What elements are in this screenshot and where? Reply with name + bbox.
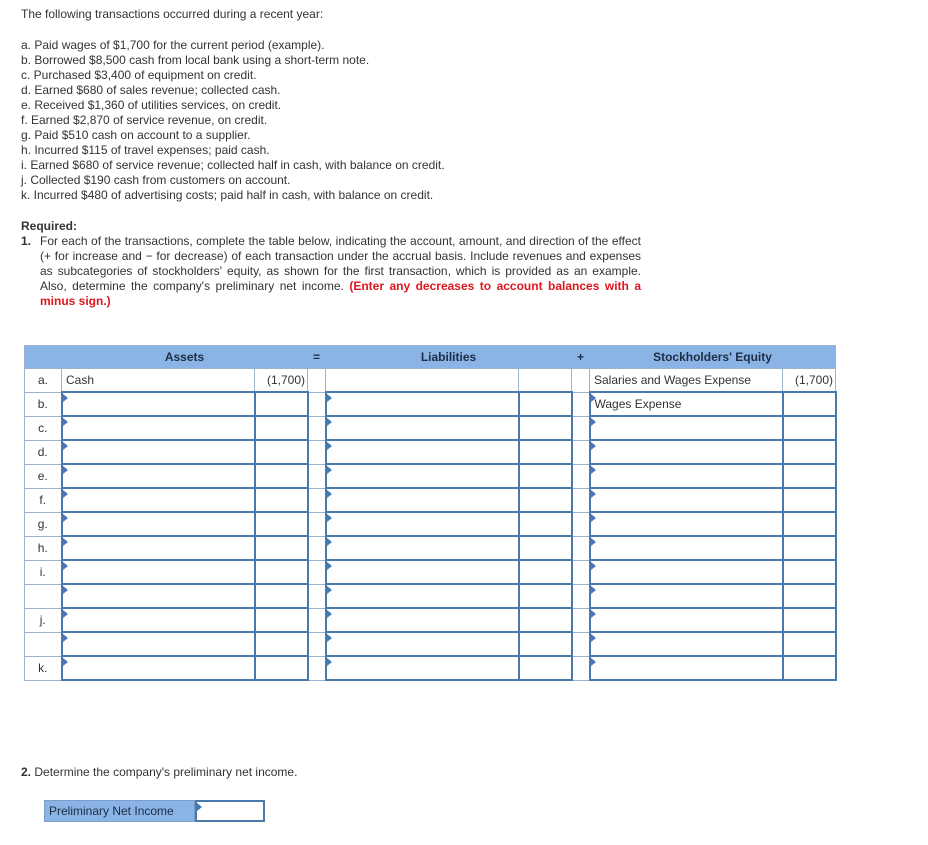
asset-amount-input[interactable]: [255, 632, 308, 656]
equals-spacer: [308, 488, 326, 512]
row-letter: c.: [25, 416, 62, 440]
transaction-k: k. Incurred $480 of advertising costs; paid half in cash, with balance on credit.: [21, 188, 434, 202]
accounting-equation-table: [24, 345, 837, 681]
equals-spacer: [308, 512, 326, 536]
equity-account-input[interactable]: [590, 560, 783, 584]
plus-spacer: [572, 440, 590, 464]
table-row-a: [25, 369, 836, 393]
asset-amount-input[interactable]: [255, 392, 308, 416]
asset-amount-input[interactable]: [255, 536, 308, 560]
table-row-j-2: [25, 632, 836, 656]
equals-spacer: [308, 560, 326, 584]
equity-account-input[interactable]: [590, 656, 783, 680]
equity-account-input[interactable]: [590, 584, 783, 608]
liability-account-input[interactable]: [326, 656, 519, 680]
row-letter: h.: [25, 536, 62, 560]
table-row-h: [25, 536, 836, 560]
equity-amount-input[interactable]: [783, 416, 836, 440]
net-income-label: Preliminary Net Income: [44, 800, 195, 822]
equity-account-input[interactable]: [590, 464, 783, 488]
liability-account-cell: [326, 369, 519, 393]
liability-amount-input[interactable]: [519, 656, 572, 680]
asset-amount-input[interactable]: [255, 512, 308, 536]
equity-account-input[interactable]: [590, 536, 783, 560]
table-row-i: [25, 560, 836, 584]
equity-amount-input[interactable]: [783, 392, 836, 416]
transaction-j: j. Collected $190 cash from customers on account.: [21, 173, 291, 187]
equity-amount-input[interactable]: [783, 488, 836, 512]
table-header-row: [25, 346, 836, 369]
asset-amount-text: (1,700): [266, 373, 305, 387]
table-row-k: [25, 656, 836, 680]
transaction-list: [21, 38, 445, 203]
plus-spacer: [572, 584, 590, 608]
asset-amount-cell: [255, 369, 308, 393]
liability-amount-input[interactable]: [519, 584, 572, 608]
equals-spacer: [308, 536, 326, 560]
liability-amount-input[interactable]: [519, 416, 572, 440]
asset-amount-input[interactable]: [255, 416, 308, 440]
header-assets: Assets: [62, 346, 308, 369]
liability-account-input[interactable]: [326, 536, 519, 560]
asset-amount-input[interactable]: [255, 608, 308, 632]
required-title: Required:: [21, 219, 78, 233]
row-letter: f.: [25, 488, 62, 512]
transaction-c: c. Purchased $3,400 of equipment on credit.: [21, 68, 257, 82]
transaction-a: a. Paid wages of $1,700 for the current period (example).: [21, 38, 325, 52]
plus-spacer: [572, 512, 590, 536]
equity-account-input[interactable]: [590, 440, 783, 464]
question-2-number: 2.: [21, 765, 32, 779]
equity-account-value: Wages Expense: [594, 397, 682, 411]
row-letter-blank: [25, 632, 62, 656]
row-letter: i.: [25, 560, 62, 584]
asset-amount-input[interactable]: [255, 656, 308, 680]
equals-spacer: [308, 369, 326, 393]
asset-account-input[interactable]: [62, 608, 255, 632]
liability-amount-input[interactable]: [519, 632, 572, 656]
equals-spacer: [308, 608, 326, 632]
header-equity: Stockholders' Equity: [590, 346, 836, 369]
table-row-j: [25, 608, 836, 632]
asset-amount-input[interactable]: [255, 440, 308, 464]
liability-account-input[interactable]: [326, 584, 519, 608]
equity-amount-input[interactable]: [783, 656, 836, 680]
liability-amount-input[interactable]: [519, 464, 572, 488]
asset-account-input[interactable]: [62, 536, 255, 560]
plus-spacer: [572, 369, 590, 393]
liability-amount-input[interactable]: [519, 560, 572, 584]
asset-account-cell: [62, 369, 255, 393]
equity-amount-input[interactable]: [783, 536, 836, 560]
asset-account-input[interactable]: [62, 512, 255, 536]
question-1-note: (Enter any decreases to account balances with a minus sign.): [40, 279, 641, 308]
asset-account-input[interactable]: [62, 656, 255, 680]
liability-account-input[interactable]: [326, 512, 519, 536]
equity-amount-text: (1,700): [794, 373, 833, 387]
liability-account-input[interactable]: [326, 440, 519, 464]
asset-amount-input[interactable]: [255, 584, 308, 608]
asset-account-input[interactable]: [62, 464, 255, 488]
equity-account-input[interactable]: [590, 416, 783, 440]
question-2-text: Determine the company's preliminary net income.: [34, 765, 298, 779]
equity-amount-input[interactable]: [783, 512, 836, 536]
table-row-g: [25, 512, 836, 536]
row-letter: b.: [25, 392, 62, 416]
plus-spacer: [572, 632, 590, 656]
transaction-h: h. Incurred $115 of travel expenses; paid cash.: [21, 143, 270, 157]
liability-account-input[interactable]: [326, 464, 519, 488]
equity-amount-input[interactable]: [783, 608, 836, 632]
equity-account-input[interactable]: [590, 608, 783, 632]
liability-account-input[interactable]: [326, 392, 519, 416]
asset-account-input[interactable]: [62, 416, 255, 440]
row-letter: k.: [25, 656, 62, 680]
header-plus: +: [572, 346, 590, 369]
row-letter-blank: [25, 584, 62, 608]
asset-amount-input[interactable]: [255, 464, 308, 488]
transaction-f: f. Earned $2,870 of service revenue, on credit.: [21, 113, 268, 127]
question-1-text: [40, 234, 641, 309]
equity-amount-input[interactable]: [783, 464, 836, 488]
equity-account-input[interactable]: [590, 392, 783, 416]
header-liabilities: Liabilities: [326, 346, 572, 369]
row-letter: j.: [25, 608, 62, 632]
intro-text: The following transactions occurred during a recent year:: [21, 7, 324, 21]
plus-spacer: [572, 656, 590, 680]
transaction-g: g. Paid $510 cash on account to a supplier.: [21, 128, 251, 142]
question-2: [21, 765, 297, 779]
equals-spacer: [308, 392, 326, 416]
asset-account-input[interactable]: [62, 632, 255, 656]
equals-spacer: [308, 416, 326, 440]
transaction-i: i. Earned $680 of service revenue; collected half in cash, with balance on credit.: [21, 158, 445, 172]
plus-spacer: [572, 488, 590, 512]
row-letter: g.: [25, 512, 62, 536]
asset-account-input[interactable]: [62, 488, 255, 512]
table-row-i-2: [25, 584, 836, 608]
table-row-b: [25, 392, 836, 416]
equity-amount-cell: [783, 369, 836, 393]
plus-spacer: [572, 536, 590, 560]
question-1-body: For each of the transactions, complete the table below, indicating the account, amount, and direction of the effect (+ for increase and − for decrease) of each transaction under the accrual basis. Include revenues and expenses as subcategories of stockholders' equity, as shown for the first transaction, which is provided as an example. Also, determine the company's preliminary net income.: [40, 234, 641, 293]
asset-amount-input[interactable]: [255, 560, 308, 584]
liability-amount-input[interactable]: [519, 608, 572, 632]
liability-account-input[interactable]: [326, 608, 519, 632]
equity-amount-input[interactable]: [783, 560, 836, 584]
asset-account-input[interactable]: [62, 584, 255, 608]
liability-amount-input[interactable]: [519, 440, 572, 464]
asset-amount-input[interactable]: [255, 488, 308, 512]
row-letter: d.: [25, 440, 62, 464]
equity-account-text: Salaries and Wages Expense: [594, 373, 751, 387]
header-equals: =: [308, 346, 326, 369]
liability-account-input[interactable]: [326, 560, 519, 584]
equity-account-input[interactable]: [590, 512, 783, 536]
plus-spacer: [572, 464, 590, 488]
liability-amount-input[interactable]: [519, 488, 572, 512]
asset-account-input[interactable]: [62, 560, 255, 584]
transaction-b: b. Borrowed $8,500 cash from local bank using a short-term note.: [21, 53, 370, 67]
table-row-d: [25, 440, 836, 464]
equity-amount-input[interactable]: [783, 584, 836, 608]
table-row-c: [25, 416, 836, 440]
header-blank: [25, 346, 62, 369]
equity-account-input[interactable]: [590, 632, 783, 656]
transaction-e: e. Received $1,360 of utilities services, on credit.: [21, 98, 282, 112]
plus-spacer: [572, 560, 590, 584]
equity-amount-input[interactable]: [783, 440, 836, 464]
liability-amount-cell: [519, 369, 572, 393]
asset-account-input[interactable]: [62, 392, 255, 416]
question-1: [21, 234, 641, 309]
plus-spacer: [572, 608, 590, 632]
equals-spacer: [308, 656, 326, 680]
liability-account-input[interactable]: [326, 488, 519, 512]
row-letter: a.: [25, 369, 62, 393]
net-income-input[interactable]: [195, 800, 265, 822]
table-row-e: [25, 464, 836, 488]
liability-amount-input[interactable]: [519, 392, 572, 416]
row-letter: e.: [25, 464, 62, 488]
plus-spacer: [572, 416, 590, 440]
equals-spacer: [308, 584, 326, 608]
plus-spacer: [572, 392, 590, 416]
transaction-d: d. Earned $680 of sales revenue; collected cash.: [21, 83, 281, 97]
liability-account-input[interactable]: [326, 416, 519, 440]
equals-spacer: [308, 632, 326, 656]
liability-amount-input[interactable]: [519, 512, 572, 536]
equity-account-input[interactable]: [590, 488, 783, 512]
asset-account-input[interactable]: [62, 440, 255, 464]
liability-amount-input[interactable]: [519, 536, 572, 560]
question-1-number: 1.: [21, 234, 32, 248]
equity-amount-input[interactable]: [783, 632, 836, 656]
asset-account-text: Cash: [66, 373, 95, 387]
equity-account-cell: [590, 369, 783, 393]
table-row-f: [25, 488, 836, 512]
liability-account-input[interactable]: [326, 632, 519, 656]
equals-spacer: [308, 440, 326, 464]
equals-spacer: [308, 464, 326, 488]
